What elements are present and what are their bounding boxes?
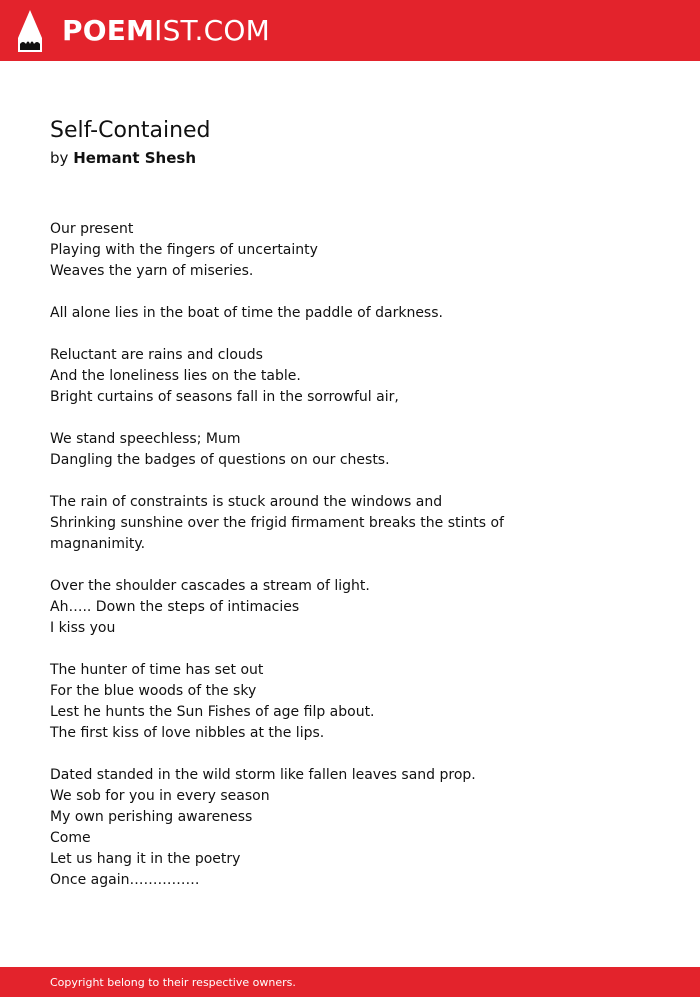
poem-stanza xyxy=(50,492,660,555)
poem-line: For the blue woods of the sky xyxy=(50,683,257,699)
site-footer xyxy=(0,967,700,997)
site-header xyxy=(0,0,700,61)
logo-wordmark xyxy=(62,13,270,47)
poem-line: All alone lies in the boat of time the paddle of darkness. xyxy=(50,305,443,321)
poem-line: Our present xyxy=(50,221,134,237)
poem-line: Bright curtains of seasons fall in the sorrowful air, xyxy=(50,389,399,405)
poem-line: Come xyxy=(50,830,91,846)
poem-line: Let us hang it in the poetry xyxy=(50,851,241,867)
poem-line: We stand speechless; Mum xyxy=(50,431,241,447)
poem-line: The first kiss of love nibbles at the lips. xyxy=(50,725,325,741)
poem-stanza xyxy=(50,303,660,324)
poem-line: Over the shoulder cascades a stream of light. xyxy=(50,578,370,594)
poem-line: Dated standed in the wild storm like fallen leaves sand prop. xyxy=(50,767,476,783)
poem-line: Playing with the fingers of uncertainty xyxy=(50,242,318,258)
poem-body xyxy=(50,219,660,912)
poem-line: I kiss you xyxy=(50,620,116,636)
poem-stanza xyxy=(50,660,660,744)
poem-line: Ah….. Down the steps of intimacies xyxy=(50,599,300,615)
poem-title: Self-Contained xyxy=(50,118,211,143)
poem-stanza xyxy=(50,576,660,639)
poem-line: Weaves the yarn of miseries. xyxy=(50,263,254,279)
logo-wordmark-light: IST.COM xyxy=(154,13,270,47)
poem-line: magnanimity. xyxy=(50,536,146,552)
poem-line: My own perishing awareness xyxy=(50,809,253,825)
poem-line: Lest he hunts the Sun Fishes of age filp about. xyxy=(50,704,375,720)
poem-line: Shrinking sunshine over the frigid firmament breaks the stints of xyxy=(50,515,504,531)
poem-byline xyxy=(50,148,650,168)
poem-author: Hemant Shesh xyxy=(73,149,196,167)
copyright-notice: Copyright belong to their respective owners. xyxy=(50,976,296,989)
poem-line: Dangling the badges of questions on our chests. xyxy=(50,452,390,468)
poem-stanza xyxy=(50,429,660,471)
poem-line: The rain of constraints is stuck around the windows and xyxy=(50,494,443,510)
poem-stanza xyxy=(50,345,660,408)
poem-heading xyxy=(50,117,650,168)
poem-line: Reluctant are rains and clouds xyxy=(50,347,263,363)
byline-label: by xyxy=(50,149,69,167)
logo-wordmark-bold: POEM xyxy=(62,13,155,47)
poem-line: The hunter of time has set out xyxy=(50,662,264,678)
poem-line: We sob for you in every season xyxy=(50,788,270,804)
poem-stanza xyxy=(50,219,660,282)
poem-line: Once again…………… xyxy=(50,872,200,888)
poem-stanza xyxy=(50,765,660,891)
poem-line: And the loneliness lies on the table. xyxy=(50,368,301,384)
site-logo[interactable] xyxy=(18,9,270,52)
pencil-icon xyxy=(18,10,42,52)
